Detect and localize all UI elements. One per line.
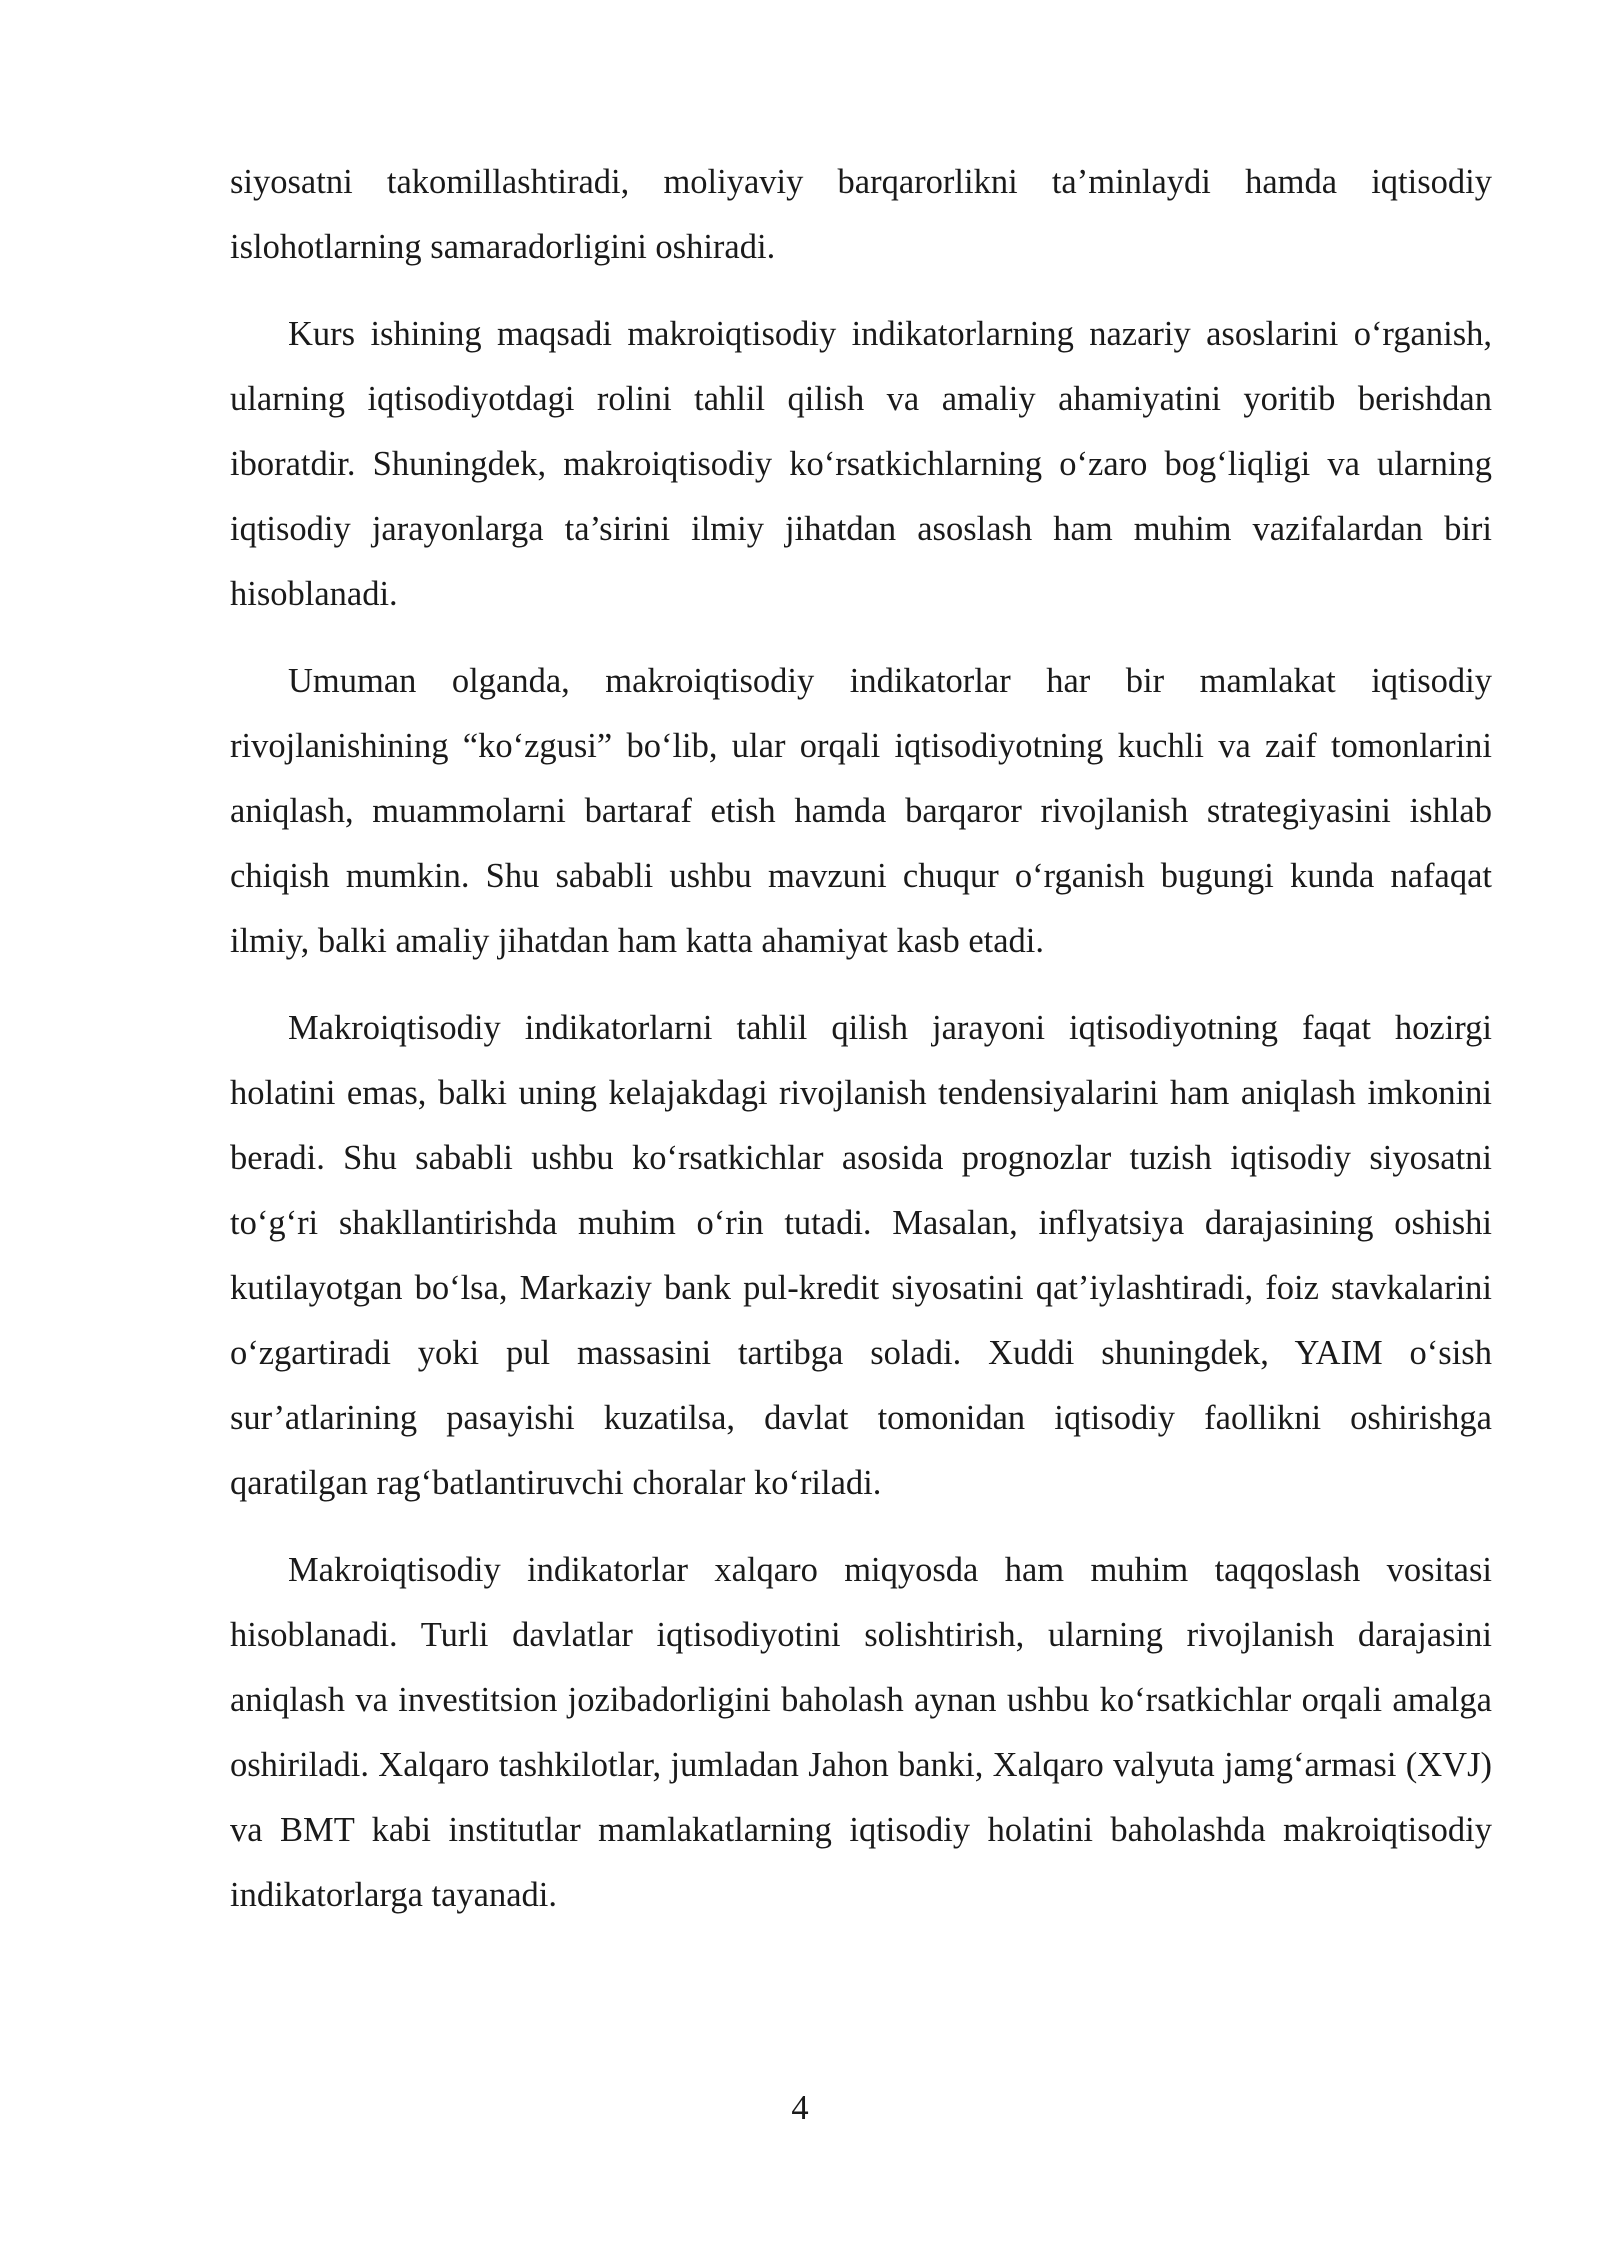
- paragraph-analysis-process: Makroiqtisodiy indikatorlarni tahlil qilish jarayoni iqtisodiyotning faqat hozirgi holatini emas, balki uning kelajakdagi rivojlanish tendensiyalarini ham aniqlash imkonini beradi. Shu sababli ushbu ko‘rsatkichlar asosida prognozlar tuzish iqtisodiy siyosatni to‘g‘ri shakllantirishda muhim o‘rin tutadi. Masalan, inflyatsiya darajasining oshishi kutilayotgan bo‘lsa, Markaziy bank pul-kredit siyosatini qat’iylashtiradi, foiz stavkalarini o‘zgartiradi yoki pul massasini tartibga soladi. Xuddi shuningdek, YAIM o‘sish sur’atlarining pasayishi kuzatilsa, davlat tomonidan iqtisodiy faollikni oshirishga qaratilgan rag‘batlantiruvchi choralar ko‘riladi.: [230, 1009, 1492, 1502]
- page-number: 4: [791, 2089, 809, 2127]
- paragraph-continuation: siyosatni takomillashtiradi, moliyaviy barqarorlikni ta’minlaydi hamda iqtisodiy islohotlarning samaradorligini oshiradi.: [230, 163, 1492, 266]
- paragraph-international-comparison: Makroiqtisodiy indikatorlar xalqaro miqyosda ham muhim taqqoslash vositasi hisoblanadi. Turli davlatlar iqtisodiyotini solishtirish, ularning rivojlanish darajasini aniqlash va investitsion jozibadorligini baholash aynan ushbu ko‘rsatkichlar orqali amalga oshiriladi. Xalqaro tashkilotlar, jumladan Jahon banki, Xalqaro valyuta jamg‘armasi (XVJ) va BMT kabi institutlar mamlakatlarning iqtisodiy holatini baholashda makroiqtisodiy indikatorlarga tayanadi.: [230, 1551, 1492, 1914]
- paragraph-course-goal: Kurs ishining maqsadi makroiqtisodiy indikatorlarning nazariy asoslarini o‘rganish, ularning iqtisodiyotdagi rolini tahlil qilish va amaliy ahamiyatini yoritib berishdan iboratdir. Shuningdek, makroiqtisodiy ko‘rsatkichlarning o‘zaro bog‘liqligi va ularning iqtisodiy jarayonlarga ta’sirini ilmiy jihatdan asoslash ham muhim vazifalardan biri hisoblanadi.: [230, 315, 1492, 613]
- document-page: [230, 150, 1492, 1950]
- paragraph-summary: Umuman olganda, makroiqtisodiy indikatorlar har bir mamlakat iqtisodiy rivojlanishining “ko‘zgusi” bo‘lib, ular orqali iqtisodiyotning kuchli va zaif tomonlarini aniqlash, muammolarni bartaraf etish hamda barqaror rivojlanish strategiyasini ishlab chiqish mumkin. Shu sababli ushbu mavzuni chuqur o‘rganish bugungi kunda nafaqat ilmiy, balki amaliy jihatdan ham katta ahamiyat kasb etadi.: [230, 662, 1492, 960]
